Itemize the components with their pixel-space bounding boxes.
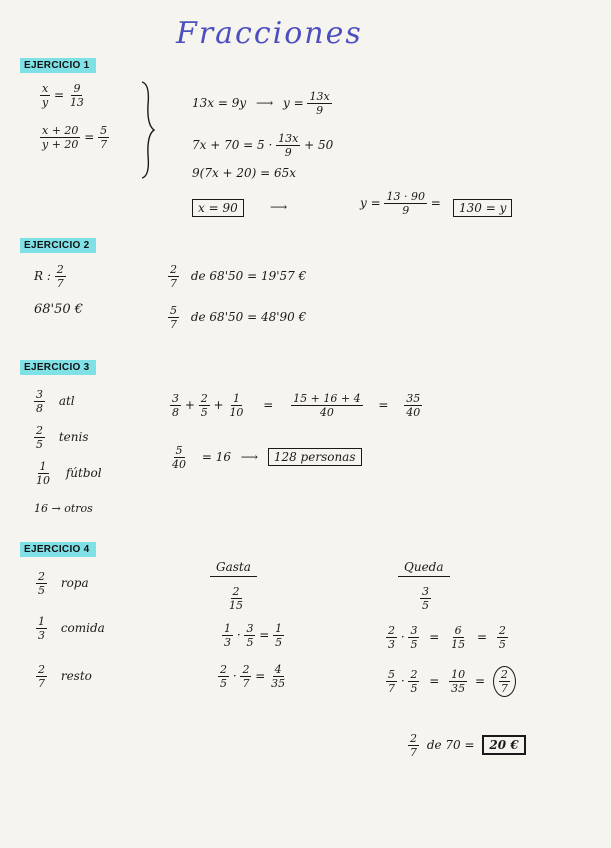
- equation-text: 13x = 9y: [192, 96, 247, 110]
- circled-result: [493, 666, 516, 697]
- denominator: 5: [410, 682, 418, 695]
- fraction: [222, 622, 233, 649]
- denominator: 40: [172, 458, 186, 471]
- denominator: 5: [275, 636, 283, 649]
- denominator: 3: [388, 638, 395, 651]
- queda-row-2: $\frac{5}{7}$ · $\frac{2}{5}$ = $\frac{10}{35}$ = $\frac{2}{7}$: [386, 666, 516, 697]
- arrow-icon: ⟶: [270, 200, 288, 214]
- numerator: 2: [38, 570, 45, 583]
- denominator: 9: [284, 146, 292, 159]
- denominator: 8: [36, 402, 43, 415]
- equals-sign: =: [430, 196, 441, 210]
- equals-sign: =: [378, 398, 389, 412]
- equals-sign: =: [263, 398, 274, 412]
- numerator: 5: [175, 444, 183, 457]
- ex4-item-2: [36, 615, 105, 642]
- fraction: [273, 622, 284, 649]
- numerator: 9: [73, 82, 81, 95]
- denominator: 7: [170, 277, 177, 290]
- numerator: 2: [170, 263, 177, 276]
- denominator: 10: [36, 474, 50, 487]
- ex3-item-1: [34, 388, 75, 415]
- item-label: ropa: [60, 576, 89, 590]
- fraction: [168, 304, 179, 331]
- denominator: 5: [422, 599, 429, 612]
- fraction: [34, 388, 45, 415]
- gasta-row-1: $\frac{1}{3}$ · $\frac{3}{5}$ = $\frac{1}{5}$: [224, 622, 283, 649]
- equation-text: de 70 =: [426, 738, 475, 752]
- denominator: 9: [316, 104, 324, 117]
- numerator: 13x: [309, 90, 330, 103]
- exercise-4-label: EJERCICIO 4: [20, 542, 96, 557]
- exercise-2-label: EJERCICIO 2: [20, 238, 96, 253]
- arrow-icon: ⟶: [255, 96, 274, 110]
- denominator: 5: [498, 638, 506, 651]
- fraction: [244, 622, 255, 649]
- result-x-box: x = 90: [192, 199, 244, 217]
- fraction: [404, 392, 422, 419]
- denominator: 3: [38, 629, 45, 642]
- denominator: 15: [229, 599, 243, 612]
- fraction: [408, 668, 419, 695]
- fraction: [218, 663, 229, 690]
- numerator: 3: [172, 392, 179, 405]
- fraction: [36, 570, 47, 597]
- numerator: 2: [500, 668, 508, 681]
- arrow-icon: ⟶: [240, 450, 258, 464]
- numerator: 1: [275, 622, 283, 635]
- denominator: 5: [410, 638, 418, 651]
- numerator: 15 + 16 + 4: [293, 392, 361, 405]
- numerator: 2: [242, 663, 250, 676]
- ex2-line-2: [168, 304, 306, 331]
- numerator: 1: [232, 392, 240, 405]
- numerator: 2: [410, 732, 417, 745]
- exercise-3-label: EJERCICIO 3: [20, 360, 96, 375]
- fraction: [199, 392, 210, 419]
- fraction: [420, 585, 431, 612]
- numerator: 35: [406, 392, 421, 405]
- ex1-step-3: 9(7x + 20) = 65x: [192, 166, 297, 180]
- denominator: 7: [38, 677, 45, 690]
- fraction: [55, 263, 66, 290]
- fraction: [449, 668, 467, 695]
- equation-text: 7x + 70 = 5 ·: [192, 138, 273, 152]
- ex1-y-calc: [360, 190, 441, 217]
- ex3-item-2: [34, 424, 88, 451]
- fraction: [497, 624, 508, 651]
- equation-text: y =: [360, 196, 381, 210]
- numerator: 5: [100, 124, 108, 137]
- ex1-step-2: [192, 132, 333, 159]
- denominator: 35: [451, 682, 466, 695]
- denominator: 5: [220, 677, 227, 690]
- fraction: [170, 392, 181, 419]
- numerator: 10: [451, 668, 466, 681]
- exercise-1-label: EJERCICIO 1: [20, 58, 96, 73]
- answer-box: 128 personas: [268, 448, 362, 466]
- plus-sign: +: [184, 398, 195, 412]
- denominator: 35: [271, 677, 286, 690]
- ex4-final: [408, 732, 526, 759]
- queda-total: [420, 585, 431, 612]
- numerator: 2: [410, 668, 418, 681]
- fraction: [40, 124, 80, 151]
- numerator: 2: [36, 424, 43, 437]
- ex3-item-3: [34, 460, 102, 487]
- fraction: [227, 392, 245, 419]
- denominator: 7: [56, 277, 64, 290]
- item-label: resto: [60, 669, 92, 683]
- numerator: 2: [56, 263, 64, 276]
- denominator: 13: [69, 96, 84, 109]
- denominator: 5: [38, 584, 45, 597]
- denominator: 9: [402, 204, 410, 217]
- fraction: [386, 624, 397, 651]
- numerator: 5: [388, 668, 395, 681]
- item-label: tenis: [58, 430, 89, 444]
- denominator: 7: [410, 746, 417, 759]
- ratio-label: R :: [34, 269, 51, 283]
- numerator: x: [42, 82, 49, 95]
- denominator: 40: [319, 406, 334, 419]
- numerator: 2: [220, 663, 227, 676]
- page-title: Fracciones: [176, 16, 363, 51]
- equals-sign: =: [255, 669, 266, 683]
- numerator: 1: [38, 615, 45, 628]
- ex4-item-1: [36, 570, 89, 597]
- queda-row-1: $\frac{2}{3}$ · $\frac{3}{5}$ = $\frac{6}{15}$ = $\frac{2}{5}$: [388, 624, 506, 651]
- denominator: y: [42, 96, 49, 109]
- denominator: 5: [36, 438, 43, 451]
- denominator: 7: [170, 318, 177, 331]
- numerator: 1: [224, 622, 231, 635]
- denominator: 5: [200, 406, 208, 419]
- ex4-item-3: [36, 663, 92, 690]
- equation-text: de 68'50 = 19'57 €: [190, 269, 307, 283]
- ex3-sum: [170, 392, 422, 419]
- numerator: 2: [38, 663, 45, 676]
- numerator: 6: [454, 624, 462, 637]
- numerator: 4: [274, 663, 282, 676]
- fraction: [34, 424, 45, 451]
- ex1-given-1: [40, 82, 86, 109]
- gasta-row-2: $\frac{2}{5}$ · $\frac{2}{7}$ = $\frac{4}{35}$: [220, 663, 286, 690]
- numerator: 13x: [278, 132, 299, 145]
- fraction: [227, 585, 245, 612]
- item-label: comida: [60, 621, 105, 635]
- numerator: 2: [232, 585, 240, 598]
- ex2-amount: 68'50 €: [34, 302, 84, 317]
- numerator: 2: [388, 624, 395, 637]
- equals-sign: =: [84, 130, 95, 144]
- denominator: 3: [224, 636, 231, 649]
- plus-sign: +: [213, 398, 224, 412]
- numerator: 3: [36, 388, 43, 401]
- fraction: [240, 663, 251, 690]
- denominator: 8: [172, 406, 179, 419]
- fraction: [384, 190, 426, 217]
- fraction: [449, 624, 467, 651]
- fraction: [291, 392, 362, 419]
- fraction: [68, 82, 86, 109]
- fraction: [170, 444, 188, 471]
- numerator: 3: [410, 624, 418, 637]
- numerator: 13 · 90: [386, 190, 425, 203]
- denominator: 7: [242, 677, 250, 690]
- equation-text: y =: [283, 96, 304, 110]
- fraction: [276, 132, 300, 159]
- fraction: [40, 82, 50, 109]
- answer-box: 20 €: [482, 735, 525, 755]
- denominator: 7: [100, 138, 108, 151]
- ex1-step-1: [192, 90, 332, 117]
- gasta-header: Gasta: [210, 560, 257, 577]
- gasta-total: [227, 585, 245, 612]
- equals-sign: =: [259, 628, 270, 642]
- numerator: 2: [200, 392, 208, 405]
- fraction: [307, 90, 331, 117]
- ex3-others: 16 → otros: [34, 502, 93, 515]
- brace-icon: [138, 80, 158, 180]
- equation-text: de 68'50 = 48'90 €: [190, 310, 307, 324]
- denominator: 7: [500, 682, 508, 695]
- numerator: 3: [246, 622, 254, 635]
- ex2-line-1: [168, 263, 306, 290]
- denominator: 10: [229, 406, 244, 419]
- fraction: [36, 663, 47, 690]
- fraction: [269, 663, 287, 690]
- ex1-given-2: [40, 124, 109, 151]
- numerator: x + 20: [42, 124, 79, 137]
- equation-text: = 16: [201, 450, 231, 464]
- ex3-result: [170, 444, 362, 471]
- fraction: [408, 624, 419, 651]
- numerator: 5: [170, 304, 177, 317]
- denominator: 15: [451, 638, 466, 651]
- fraction: [386, 668, 397, 695]
- fraction: [36, 615, 47, 642]
- denominator: 7: [388, 682, 395, 695]
- numerator: 2: [498, 624, 506, 637]
- numerator: 3: [422, 585, 429, 598]
- equation-text: + 50: [304, 138, 334, 152]
- result-y-box: 130 = y: [453, 199, 512, 217]
- item-label: atl: [58, 394, 75, 408]
- denominator: 5: [246, 636, 254, 649]
- fraction: [408, 732, 419, 759]
- fraction: [34, 460, 52, 487]
- equals-sign: =: [54, 88, 65, 102]
- denominator: y + 20: [42, 138, 79, 151]
- ex2-ratio: [34, 263, 66, 290]
- fraction: [98, 124, 109, 151]
- denominator: 40: [406, 406, 421, 419]
- queda-header: Queda: [398, 560, 450, 577]
- fraction: [168, 263, 179, 290]
- numerator: 1: [39, 460, 47, 473]
- item-label: fútbol: [65, 466, 102, 480]
